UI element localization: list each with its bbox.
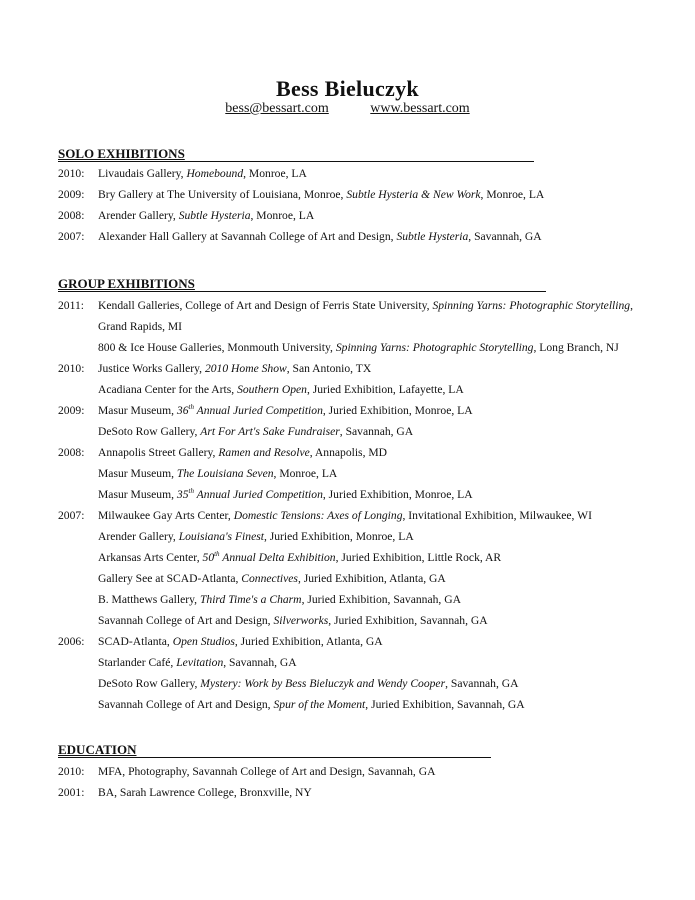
list-item: Acadiana Center for the Arts, Southern Open, Juried Exhibition, Lafayette, LA bbox=[98, 383, 464, 396]
section-rule bbox=[58, 291, 546, 292]
entry-year: 2008: bbox=[58, 446, 85, 459]
list-item: Gallery See at SCAD-Atlanta, Connectives, Juried Exhibition, Atlanta, GA bbox=[98, 572, 446, 585]
list-item: Arender Gallery, Louisiana's Finest, Juried Exhibition, Monroe, LA bbox=[98, 530, 414, 543]
entry-year: 2007: bbox=[58, 230, 85, 243]
entry-year: 2009: bbox=[58, 188, 85, 201]
section-rule bbox=[58, 161, 534, 162]
page-title: Bess Bieluczyk bbox=[276, 76, 419, 101]
section-heading: SOLO EXHIBITIONS bbox=[58, 146, 185, 161]
entry-year: 2009: bbox=[58, 404, 85, 417]
section-heading: EDUCATION bbox=[58, 742, 137, 757]
list-item: Savannah College of Art and Design, Silverworks, Juried Exhibition, Savannah, GA bbox=[98, 614, 488, 627]
entry-year: 2006: bbox=[58, 635, 85, 648]
list-item: Masur Museum, The Louisiana Seven, Monroe, LA bbox=[98, 467, 338, 480]
entry-year: 2008: bbox=[58, 209, 85, 222]
website-link[interactable]: www.bessart.com bbox=[370, 101, 470, 116]
list-item: B. Matthews Gallery, Third Time's a Charm, Juried Exhibition, Savannah, GA bbox=[98, 593, 461, 606]
entry-year: 2001: bbox=[58, 786, 85, 799]
list-item: Savannah College of Art and Design, Spur of the Moment, Juried Exhibition, Savannah, GA bbox=[98, 698, 525, 711]
entry-year: 2010: bbox=[58, 765, 85, 778]
list-item: Grand Rapids, MI bbox=[98, 320, 183, 333]
list-item: Starlander Café, Levitation, Savannah, GA bbox=[98, 656, 297, 669]
list-item: Masur Museum, 35th Annual Juried Competition, Juried Exhibition, Monroe, LA bbox=[98, 487, 473, 501]
contact-line bbox=[0, 101, 695, 117]
email-link[interactable]: bess@bessart.com bbox=[225, 101, 329, 116]
list-item: 800 & Ice House Galleries, Monmouth University, Spinning Yarns: Photographic Storytelling, Long Branch, NJ bbox=[98, 341, 619, 354]
list-item: DeSoto Row Gallery, Mystery: Work by Bess Bieluczyk and Wendy Cooper, Savannah, GA bbox=[98, 677, 519, 690]
section-heading: GROUP EXHIBITIONS bbox=[58, 276, 195, 291]
entry-year: 2011: bbox=[58, 299, 84, 312]
section-rule bbox=[58, 757, 491, 758]
entry-year: 2007: bbox=[58, 509, 85, 522]
list-item: Arkansas Arts Center, 50th Annual Delta Exhibition, Juried Exhibition, Little Rock, AR bbox=[98, 550, 502, 564]
entry-year: 2010: bbox=[58, 167, 85, 180]
list-item: DeSoto Row Gallery, Art For Art's Sake Fundraiser, Savannah, GA bbox=[98, 425, 414, 438]
resume-page: Bess Bieluczyk bess@bessart.com www.bessart.com SOLO EXHIBITIONS 2010: Livaudais Gallery, Homebound, Monroe, LA 2009: Bry Gallery at The University of Louisiana, Monroe, Subtle Hysteria & New Work, Monroe, LA 2008: Arender Gallery, Subtle Hysteria, Monroe, LA 2007: Alexander Hall Gallery at Savannah College of Art and Design, Subtle Hysteria, Savannah, GA GROUP EXHIBITIONS 2011: Kendall Galleries, College of Art and Design of Ferris State University, Spinning Yarns: Photographic Storytelling, Grand Rapids, MI 800 & Ice House Galleries, Monmouth University, Spinning Yarns: Photographic Storytelling, Long Branch, NJ 2010: Justice Works Gallery, 2010 Home Show, San Antonio, TX Acadiana Center for the Arts, Southern Open, Juried Exhibition, Lafayette, LA 2009: Masur Museum, 36th Annual Juried Competition, Juried Exhibition, Monroe, LA DeSoto Row Gallery, Art For Art's Sake Fundraiser, Savannah, GA 2008: Annapolis Street Gallery, Ramen and Resolve, Annapolis, MD Masur Museum, The Louisiana Seven, Monroe, LA Masur Museum, 35th Annual Juried Competition, Juried Exhibition, Monroe, LA 2007: Milwaukee Gay Arts Center, Domestic Tensions: Axes of Longing, Invitational Exhibition, Milwaukee, WI Arender Gallery, Louisiana's Finest, Juried Exhibition, Monroe, LA Arkansas Arts Center, 50th Annual Delta Exhibition, Juried Exhibition, Little Rock, AR Gallery See at SCAD-Atlanta, Connectives, Juried Exhibition, Atlanta, GA B. Matthews Gallery, Third Time's a Charm, Juried Exhibition, Savannah, GA Savannah College of Art and Design, Silverworks, Juried Exhibition, Savannah, GA 2006: SCAD-Atlanta, Open Studios, Juried Exhibition, Atlanta, GA Starlander Café, Levitation, Savannah, GA DeSoto Row Gallery, Mystery: Work by Bess Bieluczyk and Wendy Cooper, Savannah, GA Savannah College of Art and Design, Spur of the Moment, Juried Exhibition, Savannah, GA EDUCATION 2010: MFA, Photography, Savannah College of Art and Design, Savannah, GA 2001: BA, Sarah Lawrence College, Bronxville, NY bbox=[0, 0, 695, 900]
entry-year: 2010: bbox=[58, 362, 85, 375]
